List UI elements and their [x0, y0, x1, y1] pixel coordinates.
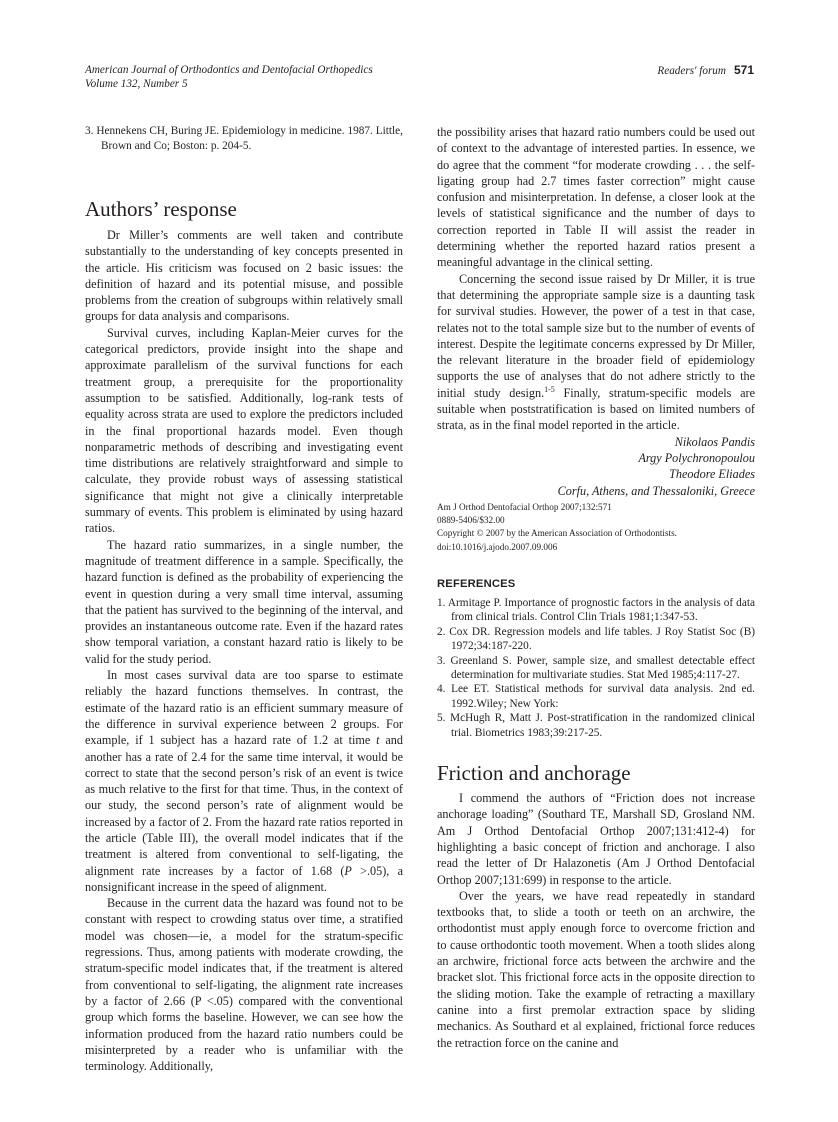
references-heading: REFERENCES [437, 578, 516, 591]
text: In most cases survival data are too sparse to estimate reliably the hazard functions themselves. In contrast, the estimate of the hazard ratio is an efficient summary measure of the difference in survival experience between 2 groups. For example, if 1 subject has a hazard rate of 1.2 at time [85, 668, 403, 748]
reference-item: 3. Greenland S. Power, sample size, and smallest detectable effect determination for multivariate studies. Stat Med 1985;4:117-27. [437, 654, 755, 682]
journal-volume: Volume 132, Number 5 [85, 78, 188, 90]
reference-item: 2. Cox DR. Regression models and life tables. J Roy Statist Soc (B) 1972;34:187-220. [437, 625, 755, 653]
reference-item: 5. McHugh R, Matt J. Post-stratification in the randomized clinical trial. Biometrics 1983;39:217-25. [437, 712, 755, 739]
doi-link[interactable]: doi:10.1016/j.ajodo.2007.09.006 [437, 541, 558, 552]
prior-reference: 3. Hennekens CH, Buring JE. Epidemiology in medicine. 1987. Little, Brown and Co; Boston: p. 204-5. [85, 125, 403, 152]
citation-line: 0889-5406/$32.00 [437, 515, 505, 526]
italic-variable: P [344, 863, 352, 878]
signature-block [437, 434, 755, 499]
right-column [437, 124, 755, 1051]
text: Concerning the second issue raised by Dr Miller, it is true that determining the appropriate sample size is a daunting task for survival studies. However, the power of a test in that case, relates not to the total sample size but to the number of events of interest. Despite the legitimate concerns expressed by Dr Miller, the relevant literature in the broader field of epidemiology supports the use of analyses that do not adhere strictly to the initial study design. [437, 271, 755, 400]
citation-block [437, 501, 755, 554]
paragraph: Because in the current data the hazard was found not to be constant with respect to crowding status over time, a stratified model was chosen—ie, a model for the stratum-specific regressions. Thus, among patients with moderate crowding, the stratum-specific model indicates that, if the treatment is altered from conventional to self-ligating, the alignment rate increases by a factor of 2.66 (P <.05) compared with the conventional group which forms the baseline. However, we can see how the information produced from the hazard ratio numbers could be misinterpreted by a reader who is unfamiliar with the terminology. Additionally, [85, 896, 403, 1074]
section-name: Readers' forum [657, 65, 726, 77]
authors-response-body [85, 227, 403, 1074]
reference-item: 1. Armitage P. Importance of prognostic factors in the analysis of data from clinical trials. Control Clin Trials 1981;1:347-53. [437, 597, 755, 624]
paragraph: Survival curves, including Kaplan-Meier curves for the categorical predictors, provide insight into the shape and approximate parallelism of the survival functions for each treatment group, a prerequisite for the proportionality assumption to be satisfied. Additionally, log-rank tests of equality across strata are used to explore the predictors included in the final proportional hazards model. Even though nonparametric methods of describing and investigating event time distributions are relatively straightforward and simple to calculate, they provide robust ways of assessing statistical significance that might not give a clinically interpretable summary of events. This problem is eliminated by using hazard ratios. [85, 325, 403, 536]
author-name: Nikolaos Pandis [674, 434, 755, 449]
italic-variable: t [376, 733, 380, 748]
text: Finally, stratum-specific models are suitable when poststratification is based on limited numbers of strata, as in the final model reported in the article. [437, 385, 755, 433]
paragraph: The hazard ratio summarizes, in a single number, the magnitude of treatment difference in a sample. Specifically, the hazard function is defined as the probability of experiencing the event in question during a very small time interval, assuming that the patient has survived to the beginning of the interval, and provides an instantaneous outcome rate. Even if the hazard rates show temporal variation, a constant hazard ratio is likely to be valid for the study period. [85, 537, 403, 666]
author-location: Corfu, Athens, and Thessaloniki, Greece [557, 483, 755, 498]
citation-line: Copyright © 2007 by the American Association of Orthodontists. [437, 528, 677, 539]
references-list [437, 596, 755, 740]
page-number: 571 [733, 63, 754, 77]
text: >.05), a nonsignificant increase in the speed of alignment. [85, 863, 404, 894]
citation-line: Am J Orthod Dentofacial Orthop 2007;132:571 [437, 501, 612, 512]
paragraph [85, 667, 403, 895]
running-header-right [657, 63, 754, 78]
author-name: Theodore Eliades [669, 467, 755, 482]
paragraph: the possibility arises that hazard ratio numbers could be used out of context to the advantage of interested parties. In essence, we do agree that the comment “for moderate crowding . . . the self-ligating group had 2.7 times faster correction” might cause confusion and misinterpretation. In defense, a closer look at the levels of statistical significance and the number of days to correction reported in Table II will assist the reader in determining whether the reported hazard ratios present a meaningful advantage in the clinical setting. [437, 125, 755, 270]
left-column [85, 124, 403, 1074]
authors-response-continued [437, 124, 755, 434]
citation-superscript: 1-5 [544, 384, 555, 394]
running-header-left [85, 63, 373, 91]
friction-heading: Friction and anchorage [437, 761, 631, 786]
journal-title: American Journal of Orthodontics and Dentofacial Orthopedics [85, 64, 373, 76]
paragraph: I commend the authors of “Friction does not increase anchorage loading” (Southard TE, Marshall SD, Grosland NM. Am J Orthod Dentofacial Orthop 2007;131:412-4) for highlighting a basic concept of friction and anchorage. I also read the letter of Dr Halazonetis (Am J Orthod Dentofacial Orthop 2007;131:699) in response to the article. [437, 791, 755, 887]
paragraph [437, 271, 755, 434]
reference-item: 4. Lee ET. Statistical methods for survival data analysis. 2nd ed. 1992.Wiley; New York: [437, 683, 755, 710]
paragraph: Dr Miller’s comments are well taken and contribute substantially to the understanding of key concepts presented in the article. His criticism was focused on 2 basic issues: the definition of hazard and its potential misuse, and possible problems from the creation of subgroups within relatively small groups for data analysis and comparisons. [85, 228, 403, 324]
text: and another has a rate of 2.4 for the same time interval, it would be correct to state that the second person’s risk of an event is twice as much relative to the first for that time. Thus, in the context of our study, the second person’s rate of alignment would be increased by a factor of 2. From the hazard rate ratios reported in the article (Table III), the overall model indicates that if the treatment is altered from conventional to self-ligating, the alignment rate increases by a factor of 1.68 ( [85, 733, 403, 878]
friction-body [437, 790, 755, 1051]
authors-response-heading: Authors’ response [85, 197, 237, 221]
paragraph: Over the years, we have read repeatedly in standard textbooks that, to slide a tooth or teeth on an archwire, the orthodontist must apply enough force to overcome friction and to cause orthodontic tooth movement. When a tooth slides along an archwire, frictional force acts between the archwire and the bracket slot. This frictional force acts in the opposite direction to the sliding motion. Take the example of retracting a maxillary canine into a first premolar extraction space by sliding mechanics. As Southard et al explained, frictional force reduces the retraction force on the canine and [437, 888, 755, 1050]
author-name: Argy Polychronopoulou [638, 450, 755, 465]
